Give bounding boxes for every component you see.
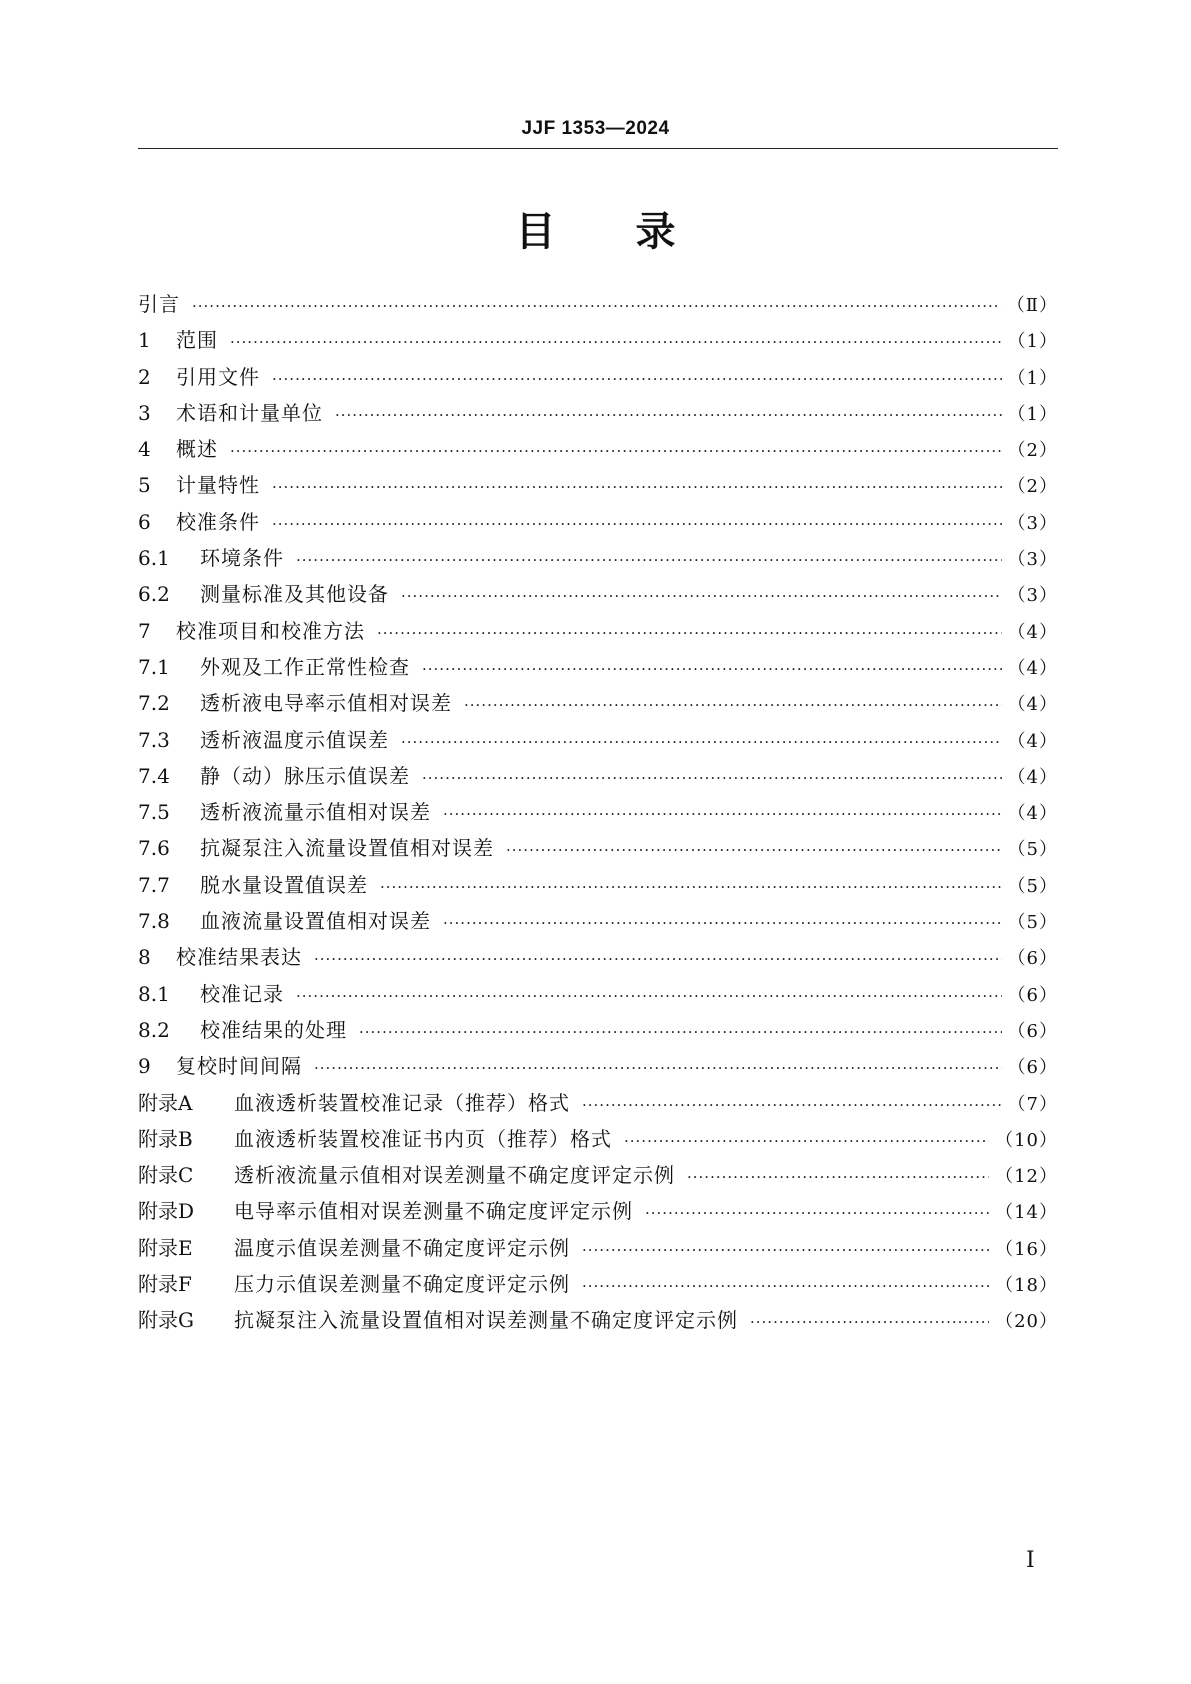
toc-entry[interactable] (138, 1268, 1058, 1304)
toc-entry-title: 血液流量设置值相对误差 (200, 909, 431, 934)
toc-dot-leader (506, 841, 1002, 859)
toc-entry-page: （4） (1007, 657, 1058, 679)
toc-dot-leader (422, 769, 1002, 787)
toc-entry-page: （10） (995, 1129, 1058, 1151)
toc-entry-title: 测量标准及其他设备 (200, 582, 389, 607)
toc-dot-leader (314, 1059, 1002, 1077)
toc-entry-number: 6.2 (138, 582, 170, 607)
toc-entry-title: 抗凝泵注入流量设置值相对误差测量不确定度评定示例 (234, 1308, 738, 1333)
toc-entry-page: （7） (1007, 1093, 1058, 1115)
page-number: Ⅰ (1026, 1548, 1035, 1573)
toc-dot-leader (359, 1023, 1002, 1041)
toc-dot-leader (296, 551, 1002, 569)
toc-dot-leader (230, 333, 1002, 351)
toc-entry-number: 附录C (138, 1163, 194, 1188)
toc-entry[interactable] (138, 1232, 1058, 1268)
toc-entry-title: 校准结果的处理 (200, 1017, 347, 1042)
toc-entry-number: 附录D (138, 1199, 195, 1224)
toc-entry-page: （3） (1007, 512, 1058, 534)
toc-entry-title: 校准记录 (200, 981, 284, 1006)
toc-entry-number: 7.6 (138, 836, 170, 861)
toc-entry-number: 7.1 (138, 654, 170, 679)
toc-entry-title: 校准条件 (176, 509, 260, 534)
toc-dot-leader (380, 878, 1002, 896)
toc-entry[interactable] (138, 1159, 1058, 1195)
toc-entry-number: 5 (138, 473, 151, 498)
toc-entry[interactable] (138, 869, 1058, 905)
toc-dot-leader (645, 1204, 989, 1222)
toc-entry-page: （1） (1007, 403, 1058, 425)
toc-entry[interactable] (138, 433, 1058, 469)
toc-entry[interactable] (138, 724, 1058, 760)
toc-entry-title: 引言 (138, 292, 180, 316)
toc-entry-title: 脱水量设置值误差 (200, 872, 368, 897)
toc-dot-leader (401, 587, 1002, 605)
toc-dot-leader (272, 478, 1002, 496)
toc-entry[interactable] (138, 542, 1058, 578)
toc-entry-number: 附录B (138, 1126, 193, 1151)
toc-entry-number: 附录F (138, 1272, 192, 1297)
toc-entry-page: （3） (1007, 549, 1058, 571)
toc-entry-page: （4） (1007, 803, 1058, 825)
toc-entry[interactable] (138, 687, 1058, 723)
toc-dot-leader (296, 987, 1002, 1005)
toc-entry-number: 附录G (138, 1308, 194, 1333)
toc-dot-leader (582, 1096, 1002, 1114)
toc-entry-number: 4 (138, 437, 151, 462)
toc-entry-page: （4） (1007, 730, 1058, 752)
toc-entry-page: （3） (1007, 585, 1058, 607)
toc-dot-leader (272, 370, 1002, 388)
toc-dot-leader (335, 406, 1002, 424)
toc-entry-number: 8.1 (138, 981, 170, 1006)
toc-entry-number: 3 (138, 400, 151, 425)
toc-dot-leader (443, 805, 1002, 823)
toc-entry-page: （1） (1007, 331, 1058, 353)
toc-entry-title: 透析液流量示值相对误差 (200, 800, 431, 825)
toc-entry-title: 概述 (176, 437, 218, 462)
toc-entry-page: （Ⅱ） (1006, 295, 1058, 316)
toc-entry-title: 透析液电导率示值相对误差 (200, 691, 452, 716)
toc-entry-number: 1 (138, 328, 151, 353)
toc-entry[interactable] (138, 1087, 1058, 1123)
toc-entry[interactable] (138, 1050, 1058, 1086)
toc-entry-number: 附录A (138, 1090, 193, 1115)
toc-dot-leader (443, 914, 1002, 932)
toc-entry[interactable] (138, 1195, 1058, 1231)
toc-entry-title: 外观及工作正常性检查 (200, 654, 410, 679)
toc-entry-page: （5） (1007, 839, 1058, 861)
toc-entry-page: （20） (995, 1311, 1058, 1333)
toc-entry[interactable] (138, 324, 1058, 360)
toc-entry-title: 电导率示值相对误差测量不确定度评定示例 (234, 1199, 633, 1224)
toc-entry-page: （2） (1007, 476, 1058, 498)
toc-entry-title: 术语和计量单位 (176, 400, 323, 425)
toc-entry-title: 计量特性 (176, 473, 260, 498)
toc-entry[interactable] (138, 361, 1058, 397)
toc-entry-page: （5） (1007, 912, 1058, 934)
toc-entry-page: （16） (995, 1238, 1058, 1260)
toc-entry-number: 附录E (138, 1235, 193, 1260)
toc-entry-page: （4） (1007, 621, 1058, 643)
toc-dot-leader (422, 660, 1002, 678)
toc-entry[interactable] (138, 578, 1058, 614)
header-rule (138, 148, 1058, 149)
toc-entry-number: 7.7 (138, 872, 170, 897)
toc-entry-number: 7.3 (138, 727, 170, 752)
toc-entry-number: 7.8 (138, 909, 170, 934)
table-of-contents (138, 288, 1058, 1341)
toc-entry[interactable] (138, 397, 1058, 433)
toc-entry[interactable] (138, 978, 1058, 1014)
toc-entry-title: 血液透析装置校准记录（推荐）格式 (234, 1090, 570, 1115)
toc-entry-page: （6） (1007, 948, 1058, 970)
toc-entry-title: 血液透析装置校准证书内页（推荐）格式 (234, 1126, 612, 1151)
toc-entry-title: 环境条件 (200, 546, 284, 571)
toc-entry-title: 校准结果表达 (176, 945, 302, 970)
document-code: JJF 1353—2024 (521, 118, 670, 139)
toc-entry-title: 复校时间间隔 (176, 1054, 302, 1079)
toc-entry[interactable] (138, 651, 1058, 687)
page-title: 目录 (515, 209, 756, 255)
toc-entry-number: 8.2 (138, 1017, 170, 1042)
toc-dot-leader (401, 733, 1002, 751)
toc-dot-leader (377, 624, 1002, 642)
toc-entry-page: （12） (995, 1166, 1058, 1188)
toc-entry-page: （1） (1007, 367, 1058, 389)
toc-entry-title: 透析液温度示值误差 (200, 727, 389, 752)
toc-entry-page: （18） (995, 1275, 1058, 1297)
toc-entry[interactable] (138, 905, 1058, 941)
toc-dot-leader (314, 950, 1002, 968)
toc-entry-page: （14） (995, 1202, 1058, 1224)
toc-entry[interactable] (138, 288, 1058, 324)
toc-entry-number: 7 (138, 618, 151, 643)
toc-dot-leader (687, 1168, 989, 1186)
toc-entry-page: （2） (1007, 440, 1058, 462)
toc-entry-page: （6） (1007, 984, 1058, 1006)
toc-entry-number: 7.2 (138, 691, 170, 716)
toc-dot-leader (272, 515, 1002, 533)
toc-entry-title: 温度示值误差测量不确定度评定示例 (234, 1235, 570, 1260)
toc-entry-number: 6 (138, 509, 151, 534)
toc-entry-number: 9 (138, 1054, 151, 1079)
toc-dot-leader (192, 297, 1001, 315)
toc-entry-page: （6） (1007, 1020, 1058, 1042)
toc-entry-title: 透析液流量示值相对误差测量不确定度评定示例 (234, 1163, 675, 1188)
toc-entry[interactable] (138, 941, 1058, 977)
toc-entry-number: 6.1 (138, 546, 170, 571)
toc-entry-title: 静（动）脉压示值误差 (200, 763, 410, 788)
toc-entry[interactable] (138, 615, 1058, 651)
toc-entry[interactable] (138, 1304, 1058, 1340)
toc-dot-leader (624, 1132, 989, 1150)
toc-entry-title: 校准项目和校准方法 (176, 618, 365, 643)
toc-entry-number: 7.4 (138, 763, 170, 788)
toc-entry[interactable] (138, 1014, 1058, 1050)
toc-entry[interactable] (138, 796, 1058, 832)
toc-entry-number: 2 (138, 364, 151, 389)
toc-entry[interactable] (138, 1123, 1058, 1159)
toc-dot-leader (582, 1241, 989, 1259)
toc-entry[interactable] (138, 832, 1058, 868)
toc-entry-title: 引用文件 (176, 364, 260, 389)
toc-entry-title: 压力示值误差测量不确定度评定示例 (234, 1272, 570, 1297)
toc-entry-page: （4） (1007, 766, 1058, 788)
toc-dot-leader (230, 442, 1002, 460)
toc-entry-number: 7.5 (138, 800, 170, 825)
toc-entry[interactable] (138, 760, 1058, 796)
toc-entry-title: 抗凝泵注入流量设置值相对误差 (200, 836, 494, 861)
toc-entry[interactable] (138, 506, 1058, 542)
toc-entry-page: （4） (1007, 694, 1058, 716)
toc-entry-page: （5） (1007, 875, 1058, 897)
toc-entry-title: 范围 (176, 328, 218, 353)
toc-dot-leader (750, 1313, 989, 1331)
toc-entry-page: （6） (1007, 1057, 1058, 1079)
toc-dot-leader (464, 696, 1002, 714)
toc-dot-leader (582, 1277, 989, 1295)
toc-entry[interactable] (138, 469, 1058, 505)
toc-entry-number: 8 (138, 945, 151, 970)
